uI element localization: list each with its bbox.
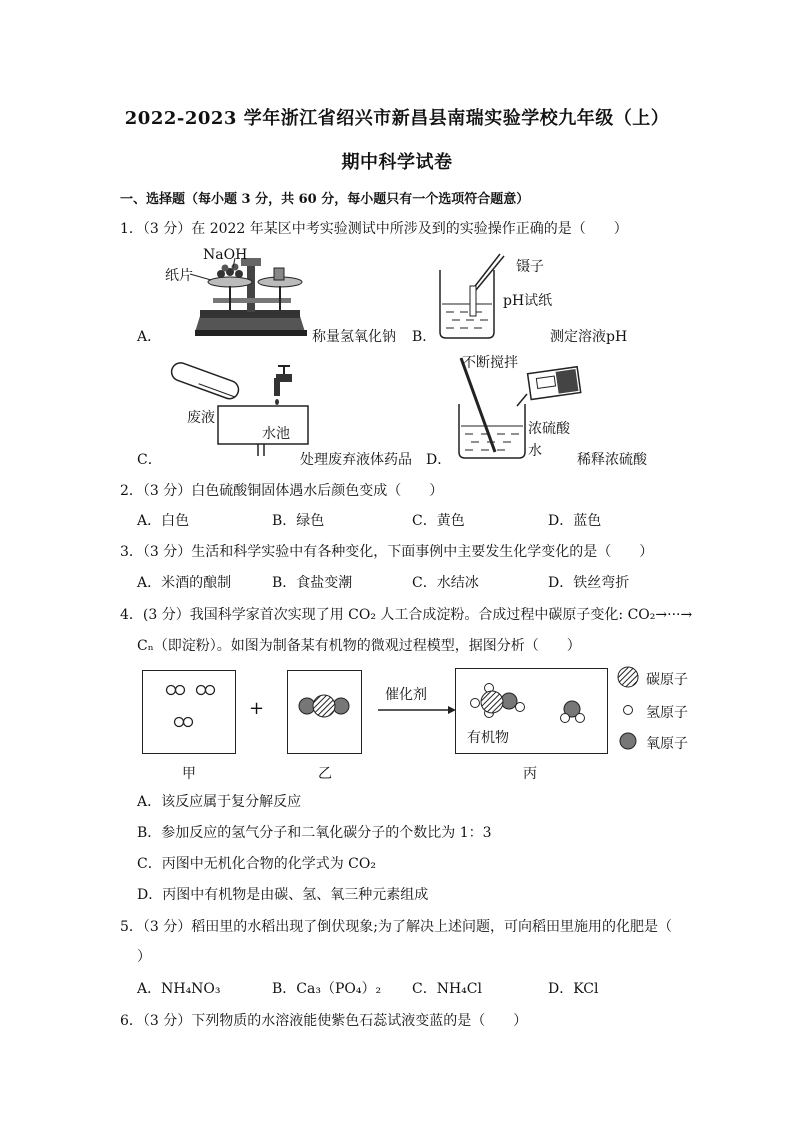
q2-option-b: B．绿色 [272,513,325,529]
q1-option-c-letter: C． [137,452,162,468]
q2-option-a: A．白色 [137,513,190,529]
q1-waste-label: 废液 [187,410,215,426]
diagram-box-yi [287,670,362,754]
hydrogen-molecules [143,671,234,752]
question-4-stem-line1: 4．(3 分）我国科学家首次实现了用 CO₂ 人工合成淀粉。合成过程中碳原子变化: CO₂→···→ [120,607,693,623]
beaker-ph-diagram [432,250,512,345]
hydrogen-atom-icon [624,706,633,715]
label-jia: 甲 [182,766,196,782]
q1-acid-label: 浓硫酸 [528,421,570,437]
question-5-stem-line2: ） [137,949,151,965]
q2-option-d: D．蓝色 [548,513,602,529]
co2-molecule [288,671,360,752]
q3-option-d: D．铁丝弯折 [548,575,630,591]
question-2-stem: 2．（3 分）白色硫酸铜固体遇水后颜色变成（ ） [120,483,444,499]
q1-paper-label: 纸片 [165,268,193,284]
question-1-stem: 1．（3 分）在 2022 年某区中考实验测试中所涉及到的实验操作正确的是（ ） [120,221,628,237]
q1-option-b-caption: 测定溶液pH [550,329,628,345]
label-yi: 乙 [318,766,332,782]
question-4-stem-line2: Cₙ（即淀粉）。如图为制备某有机物的微观过程模型，据图分析（ ） [137,638,581,654]
q1-ph-paper-label: pH试纸 [503,293,553,309]
q4-option-d: D．丙图中有机物是由碳、氢、氧三种元素组成 [137,887,429,903]
q5-option-a: A．NH₄NO₃ [137,981,221,997]
question-5-stem-line1: 5．（3 分）稻田里的水稻出现了倒伏现象;为了解决上述问题，可向稻田里施用的化肥是（ [120,919,672,935]
paper-subtitle: 期中科学试卷 [341,152,453,173]
legend-oxygen: 氧原子 [646,736,688,752]
oxygen-atom-icon [620,733,636,749]
q1-option-d-caption: 稀释浓硫酸 [577,452,647,468]
q1-water-label: 水 [528,443,542,459]
q1-option-d-letter: D． [426,452,452,468]
q3-option-c: C．水结冰 [412,575,479,591]
waste-sink-diagram [160,360,310,465]
paper-title: 2022-2023 学年浙江省绍兴市新昌县南瑞实验学校九年级（上） [124,108,670,129]
legend-carbon: 碳原子 [646,672,688,688]
q4-option-a: A．该反应属于复分解反应 [137,794,302,810]
q1-naoh-label: NaOH [203,247,248,263]
q3-option-a: A．米酒的酿制 [137,575,232,591]
q1-tweezers-label: 镊子 [516,259,544,275]
section-heading: 一、选择题（每小题 3 分，共 60 分，每小题只有一个选项符合题意） [120,192,530,207]
question-3-stem: 3．（3 分）生活和科学实验中有各种变化，下面事例中主要发生化学变化的是（ ） [120,544,654,560]
q1-pool-label: 水池 [262,426,290,442]
q1-option-a-caption: 称量氢氧化钠 [312,329,396,345]
q1-option-a-letter: A． [137,329,162,345]
q2-option-c: C．黄色 [412,513,465,529]
q1-option-b-letter: B． [412,329,437,345]
plus-sign: + [249,698,265,719]
q1-stir-label: 不断搅拌 [462,355,518,371]
q5-option-c: C．NH₄Cl [412,981,482,997]
question-6-stem: 6．（3 分）下列物质的水溶液能使紫色石蕊试液变蓝的是（ ） [120,1013,528,1029]
organic-label: 有机物 [467,730,509,746]
q5-option-b: B．Ca₃（PO₄）₂ [272,981,382,997]
atom-legend-icons [614,664,644,754]
q1-option-c-caption: 处理废弃液体药品 [300,452,412,468]
carbon-atom-icon [618,667,638,687]
q5-option-d: D．KCl [548,981,599,997]
reaction-arrow [376,704,456,716]
diagram-box-jia [142,670,236,754]
q3-option-b: B．食盐变潮 [272,575,353,591]
q4-option-c: C．丙图中无机化合物的化学式为 CO₂ [137,856,376,872]
label-bing: 丙 [523,766,537,782]
q4-option-b: B．参加反应的氢气分子和二氧化碳分子的个数比为 1：3 [137,825,492,841]
legend-hydrogen: 氢原子 [646,705,688,721]
catalyst-label: 催化剂 [385,687,427,703]
